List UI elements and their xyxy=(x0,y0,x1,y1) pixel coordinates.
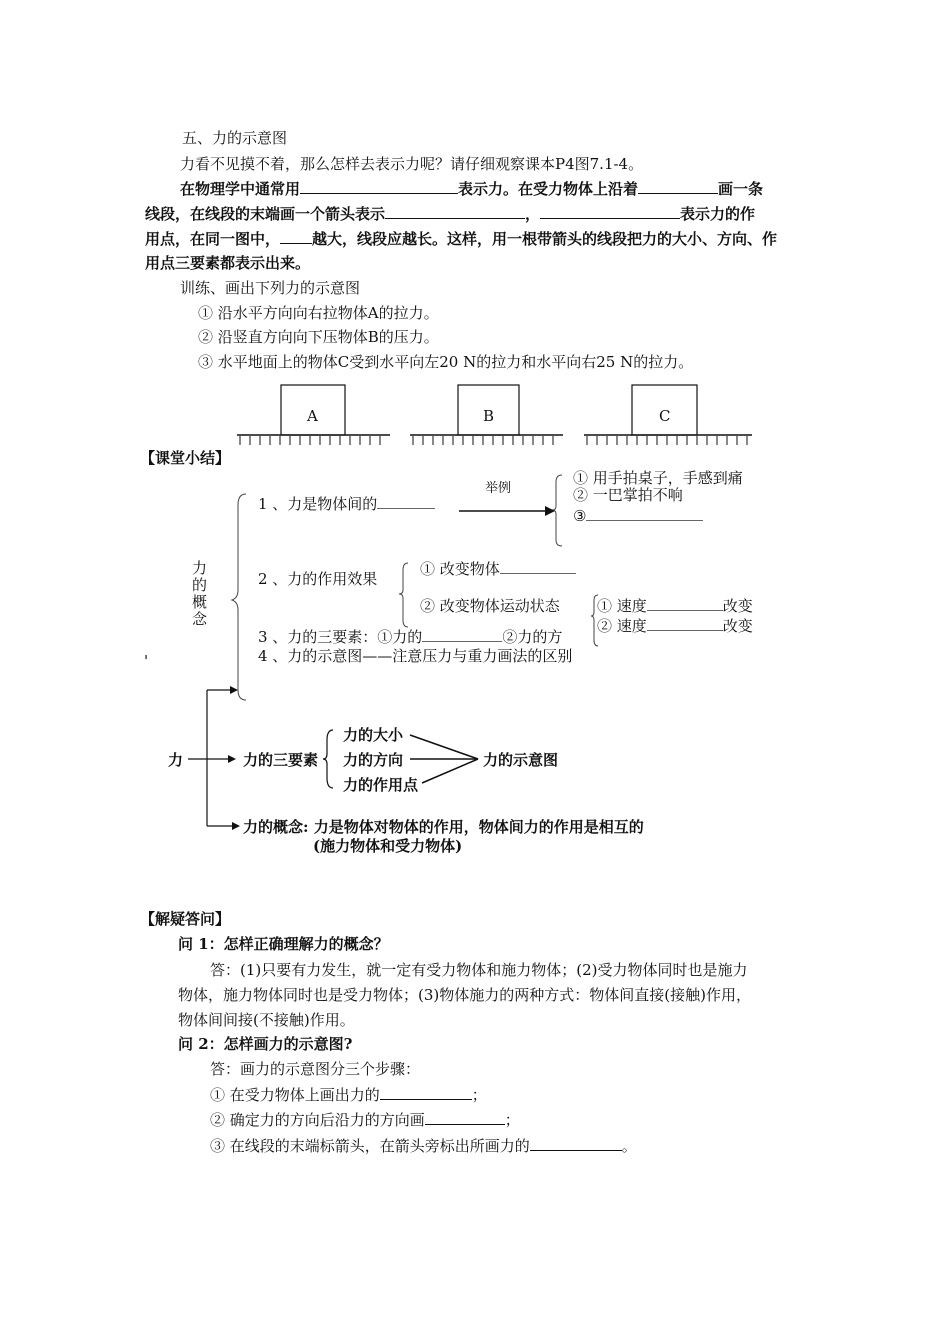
tree-diagram: 力的示意图 xyxy=(483,751,559,769)
effect-2: ② 改变物体运动状态 xyxy=(420,597,560,615)
para-line-4: 用点三要素都表示出来。 xyxy=(145,254,311,272)
para-line-1: 在物理学中通常用 表示力。在受力物体上沿着 画一条 xyxy=(180,180,764,198)
summary-item-1: 1 、力是物体间的 xyxy=(258,494,435,513)
answer-2-step-1: ① 在受力物体上画出力的 ； xyxy=(210,1086,487,1104)
answer-1-line-1: 答：(1)只要有力发生，就一定有受力物体和施力物体；(2)受力物体同时也是施力 xyxy=(210,961,748,979)
example-3: ③ xyxy=(573,506,703,525)
tree-concept: 力的概念: 力是物体对物体的作用，物体间力的作用是相互的 xyxy=(243,818,644,836)
summary-brace xyxy=(232,494,246,700)
section-title: 五、力的示意图 xyxy=(182,129,288,147)
tree-size: 力的大小 xyxy=(343,726,404,744)
three-brace xyxy=(323,730,333,788)
summary-root: 力的概念 xyxy=(192,559,208,628)
answer-2-step-3: ③ 在线段的末端标箭头，在箭头旁标出所画力的 。 xyxy=(210,1137,637,1155)
line-point xyxy=(422,759,478,783)
exercise-item-2: ② 沿竖直方向向下压物体B的压力。 xyxy=(198,328,439,346)
summary-item-4: 4 、力的示意图——注意压力与重力画法的区别 xyxy=(258,647,573,665)
summary-heading: 【课堂小结】 xyxy=(140,449,231,467)
example-arrowhead xyxy=(545,506,555,516)
box-b-label: B xyxy=(483,407,495,425)
answer-1-line-2: 物体，施力物体同时也是受力物体；(3)物体施力的两种方式：物体间直接(接触)作用， xyxy=(178,986,751,1004)
qa-heading: 【解疑答问】 xyxy=(140,910,231,928)
example-label: 举例 xyxy=(485,481,512,496)
summary-item-2: 2 、力的作用效果 xyxy=(258,570,378,588)
exercise-item-3: ③ 水平地面上的物体C受到水平向左20 N的拉力和水平向右25 N的拉力。 xyxy=(198,353,694,371)
box-c-label: C xyxy=(659,407,671,425)
question-2: 问 2：怎样画力的示意图? xyxy=(178,1035,353,1053)
ground-c-hatch xyxy=(587,436,747,445)
summary-item-3: 3 、力的三要素：①力的 ②力的方 xyxy=(258,628,563,646)
ground-a-hatch xyxy=(240,436,380,445)
box-a-label: A xyxy=(307,407,318,425)
tree-root: 力 xyxy=(168,751,184,769)
exercise-title: 训练、画出下列力的示意图 xyxy=(180,279,361,297)
tree-concept-note: (施力物体和受力物体) xyxy=(313,837,463,855)
tree-direction: 力的方向 xyxy=(343,751,404,769)
example-2: ② 一巴掌拍不响 xyxy=(573,486,683,504)
effect-brace xyxy=(399,563,408,627)
example-1: ① 用手拍桌子，手感到痛 xyxy=(573,469,743,487)
exercise-item-1: ① 沿水平方向向右拉物体A的拉力。 xyxy=(198,304,439,322)
section-intro: 力看不见摸不着，那么怎样去表示力呢？请仔细观察课本P4图7.1-4。 xyxy=(180,155,644,173)
question-1: 问 1：怎样正确理解力的概念？ xyxy=(178,935,389,953)
stray-mark: ' xyxy=(144,652,149,670)
line-size xyxy=(410,735,478,759)
speed-2: ② 速度 改变 xyxy=(597,617,753,635)
effect-1: ① 改变物体 xyxy=(420,559,576,578)
answer-2-intro: 答：画力的示意图分三个步骤： xyxy=(210,1060,421,1078)
tree-point: 力的作用点 xyxy=(343,776,419,794)
ground-b-hatch xyxy=(413,436,553,445)
tree-three-elements: 力的三要素 xyxy=(243,751,319,769)
para-line-2: 线段，在线段的末端画一个箭头表示 ， 表示力的作 xyxy=(145,205,756,223)
para-line-3: 用点，在同一图中， 越大，线段应越长。这样，用一根带箭头的线段把力的大小、方向、作 xyxy=(145,230,778,248)
speed-1: ① 速度 改变 xyxy=(597,597,753,615)
answer-1-line-3: 物体间间接(不接触)作用。 xyxy=(178,1011,355,1029)
answer-2-step-2: ② 确定力的方向后沿力的方向画 ； xyxy=(210,1111,520,1129)
